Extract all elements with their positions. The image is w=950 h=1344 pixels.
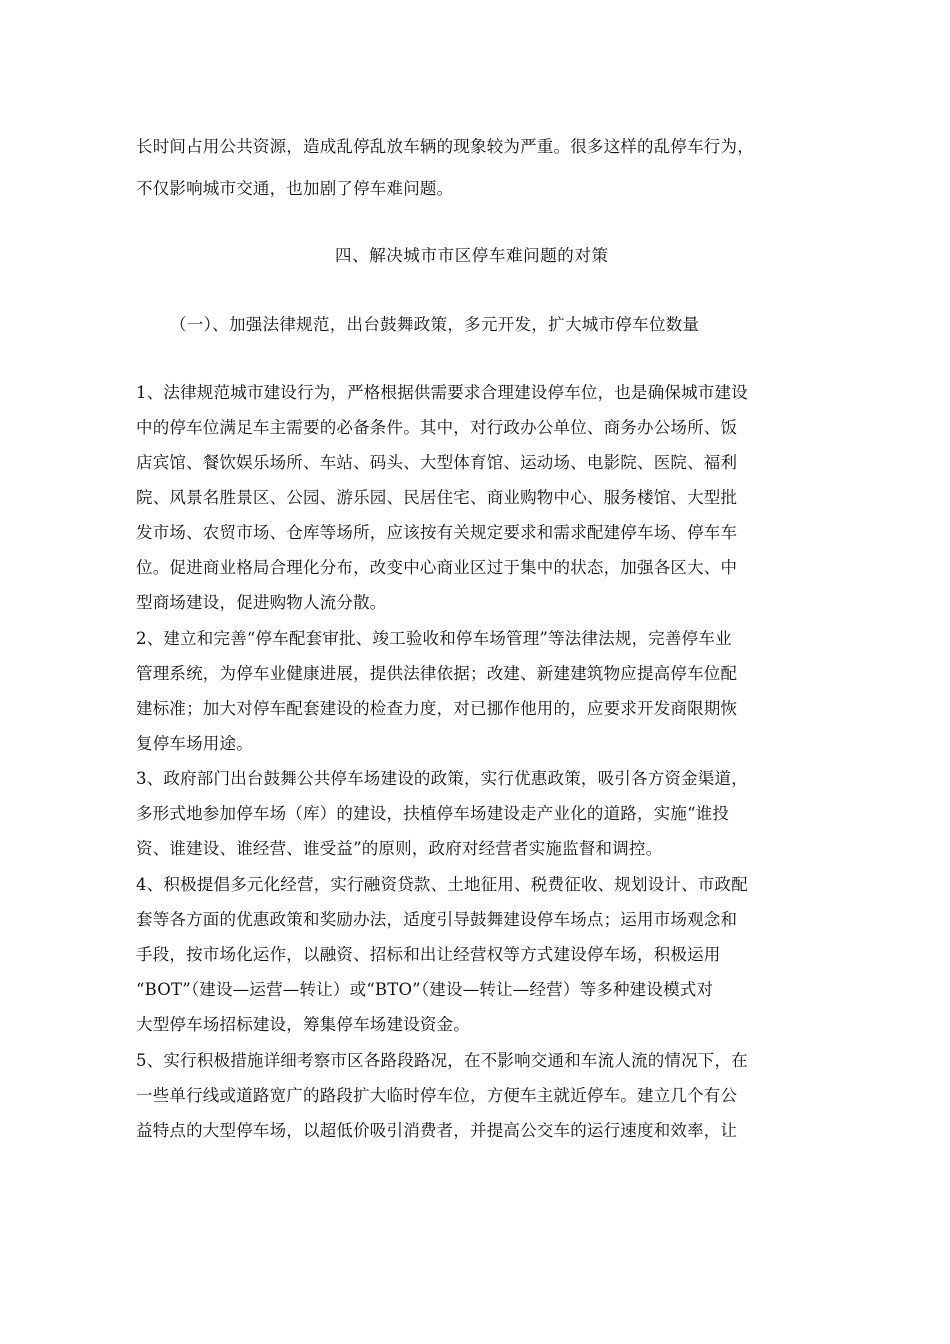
body-line-10: 建标准；加大对停车配套建设的检查力度，对已挪作他用的，应要求开发商限期恢 [136,699,738,718]
body-line-1: 1、法律规范城市建设行为，严格根据供需要求合理建设停车位，也是确保城市建设 [136,383,748,402]
body-line-2: 中的停车位满足车主需要的必备条件。其中，对行政办公单位、商务办公场所、饭 [136,418,738,437]
body-line-11: 复停车场用途。 [136,734,253,753]
body-line-13: 多形式地参加停车场（库）的建设，扶植停车场建设走产业化的道路，实施“谁投 [136,804,730,823]
intro-line-2: 不仅影响城市交通，也加剧了停车难问题。 [136,179,454,198]
subsection-title: （一）、加强法律规范，出台鼓舞政策，多元开发，扩大城市停车位数量 [170,315,700,334]
body-line-12: 3、政府部门出台鼓舞公共停车场建设的政策，实行优惠政策，吸引各方资金渠道， [136,769,748,788]
body-line-20: 5、实行积极措施详细考察市区各路段路况，在不影响交通和车流人流的情况下，在 [136,1051,748,1070]
body-line-7: 型商场建设，促进购物人流分散。 [136,593,387,612]
body-line-21: 一些单行线或道路宽广的路段扩大临时停车位，方便车主就近停车。建立几个有公 [136,1086,738,1105]
body-line-14: 资、谁建设、谁经营、谁受益”的原则，政府对经营者实施监督和调控。 [136,839,663,858]
section-title: 四、解决城市市区停车难问题的对策 [335,246,609,265]
body-line-5: 发市场、农贸市场、仓库等场所，应该按有关规定要求和需求配建停车场、停车车 [136,523,738,542]
body-line-4: 院、风景名胜景区、公园、游乐园、民居住宅、商业购物中心、服务楼馆、大型批 [136,488,738,507]
body-line-8: 2、建立和完善“停车配套审批、竣工验收和停车场管理”等法律法规，完善停车业 [136,629,732,648]
body-line-6: 位。促进商业格局合理化分布，改变中心商业区过于集中的状态，加强各区大、中 [136,558,738,577]
body-line-18: “BOT”（建设—运营—转让）或“BTO”（建设—转让—经营）等多种建设模式对 [136,980,714,999]
body-line-16: 套等各方面的优惠政策和奖励办法，适度引导鼓舞建设停车场点；运用市场观念和 [136,910,738,929]
body-line-15: 4、积极提倡多元化经营，实行融资贷款、土地征用、税费征收、规划设计、市政配 [136,875,748,894]
body-line-22: 益特点的大型停车场，以超低价吸引消费者，并提高公交车的运行速度和效率，让 [136,1121,738,1140]
body-line-3: 店宾馆、餐饮娱乐场所、车站、码头、大型体育馆、运动场、电影院、医院、福利 [136,453,738,472]
body-line-9: 管理系统，为停车业健康进展，提供法律依据；改建、新建建筑物应提高停车位配 [136,664,738,683]
intro-line-1: 长时间占用公共资源，造成乱停乱放车辆的现象较为严重。很多这样的乱停车行为， [136,137,754,156]
body-line-17: 手段，按市场化运作，以融资、招标和出让经营权等方式建设停车场，积极运用 [136,945,721,964]
body-line-19: 大型停车场招标建设，筹集停车场建设资金。 [136,1015,470,1034]
